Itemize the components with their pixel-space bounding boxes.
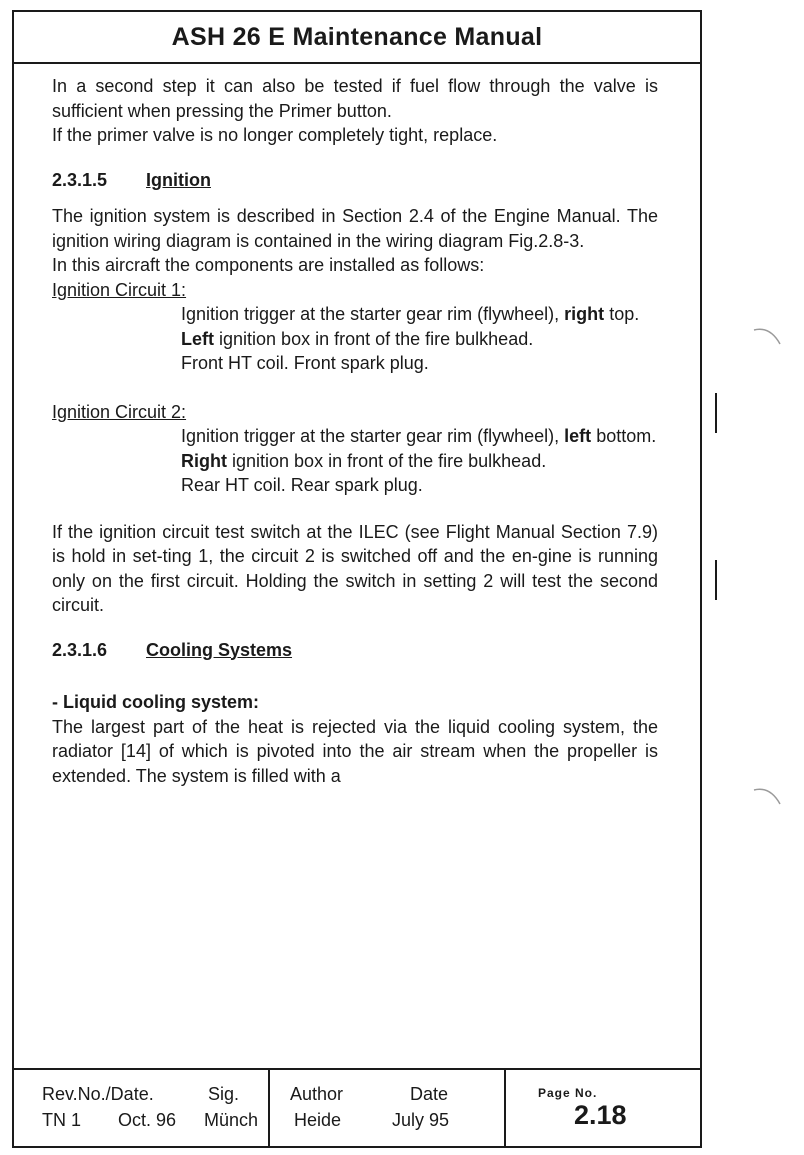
- circuit-coil: Rear HT coil. Rear spark plug.: [181, 475, 423, 495]
- circuit-heading: Ignition Circuit 1:: [52, 279, 187, 300]
- section-heading-ignition: [52, 168, 658, 193]
- rev-value: TN 1: [42, 1110, 82, 1130]
- page-number-label: Page No.: [538, 1086, 598, 1100]
- revision-cell: [14, 1070, 270, 1146]
- section-number: 2.3.1.6: [52, 639, 108, 660]
- section-title: Cooling Systems: [146, 639, 293, 660]
- section-number: 2.3.1.5: [52, 169, 108, 190]
- liquid-cooling-paragraph: The largest part of the heat is rejected via the liquid cooling system, the radiator [14] of which is pivoted into the air stream when the propeller is extended. The system is filled with a: [52, 716, 658, 786]
- ignition-circuit-1: [52, 278, 658, 376]
- section-heading-cooling: [52, 638, 658, 663]
- page-number: 2.18: [574, 1100, 627, 1130]
- circuit-heading: Ignition Circuit 2:: [52, 401, 187, 422]
- revision-bar: [715, 393, 717, 433]
- sig-label: Sig.: [208, 1084, 240, 1104]
- page-number-cell: [504, 1070, 700, 1146]
- revision-bar: [715, 560, 717, 600]
- author-value: Heide: [294, 1110, 342, 1130]
- page-footer: [14, 1068, 700, 1146]
- author-date-value: July 95: [392, 1110, 450, 1130]
- scan-mark-icon: [750, 320, 790, 360]
- section-title: Ignition: [146, 169, 211, 190]
- ignition-paragraph-1: The ignition system is described in Section 2.4 of the Engine Manual. The ignition wiring diagram is contained in the wiring diagram Fig.2.8-3.: [52, 206, 658, 251]
- ignition-circuit-2: [52, 400, 658, 498]
- circuit-coil: Front HT coil. Front spark plug.: [181, 353, 429, 373]
- test-switch-paragraph: If the ignition circuit test switch at the ILEC (see Flight Manual Section 7.9) is hold in set-ting 1, the circuit 2 is switched off and the en-gine is running only on the first circuit. Holding the switch in setting 2 will test the second circuit.: [52, 521, 658, 615]
- page-header: [14, 12, 700, 64]
- intro-paragraph-1: In a second step it can also be tested if fuel flow through the valve is sufficient when pressing the Primer button.: [52, 76, 658, 121]
- scan-mark-icon: [750, 780, 790, 820]
- page-content: [52, 74, 658, 788]
- page-frame: [12, 10, 702, 1148]
- rev-label: Rev.No./Date.: [42, 1084, 154, 1104]
- circuit-box: Right ignition box in front of the fire bulkhead.: [181, 450, 547, 471]
- circuit-trigger: Ignition trigger at the starter gear rim (flywheel), left bottom.: [181, 426, 657, 446]
- author-label: Author: [290, 1084, 344, 1104]
- circuit-trigger: Ignition trigger at the starter gear rim (flywheel), right top.: [181, 304, 640, 324]
- rev-date-value: Oct. 96: [118, 1110, 177, 1130]
- date-label: Date: [410, 1084, 449, 1104]
- liquid-cooling-heading: - Liquid cooling system:: [52, 692, 260, 712]
- intro-paragraph-2: If the primer valve is no longer completely tight, replace.: [52, 125, 498, 145]
- ignition-paragraph-2: In this aircraft the components are installed as follows:: [52, 255, 485, 275]
- circuit-box: Left ignition box in front of the fire bulkhead.: [181, 328, 534, 349]
- author-cell: [268, 1070, 506, 1146]
- sig-value: Münch: [204, 1110, 259, 1130]
- manual-title: ASH 26 E Maintenance Manual: [171, 22, 543, 51]
